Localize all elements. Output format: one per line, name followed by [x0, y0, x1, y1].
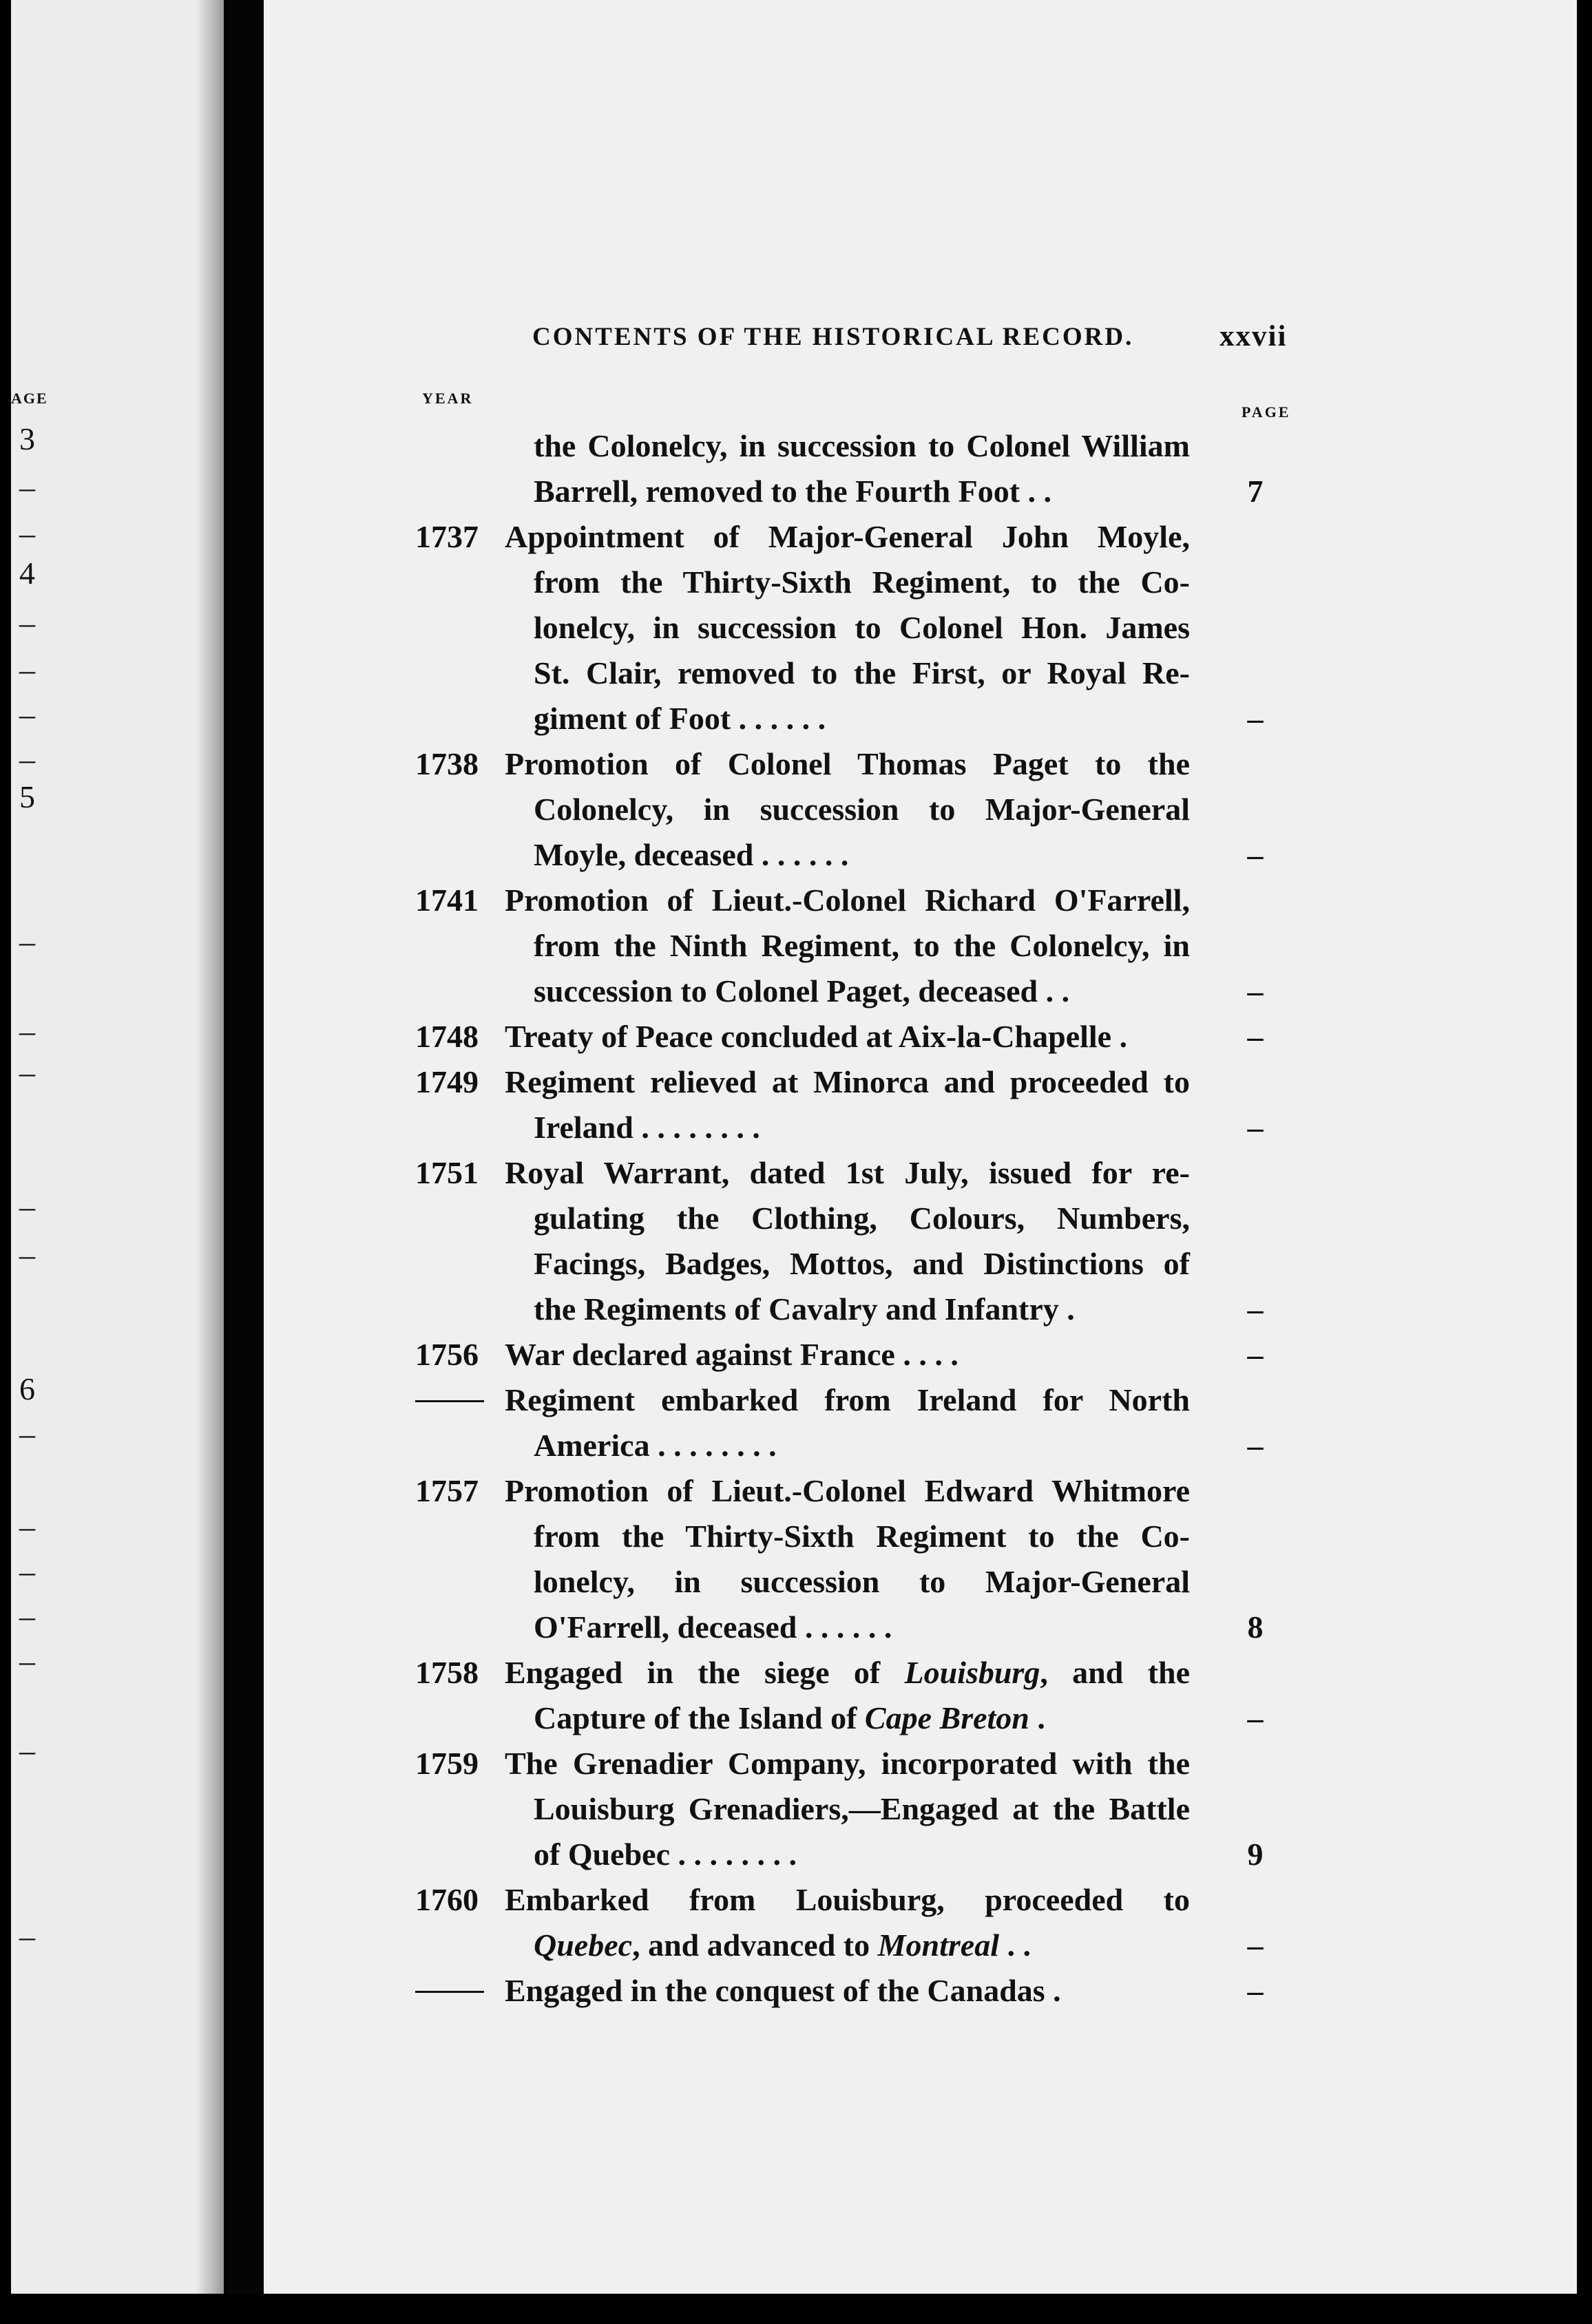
- entry-line: [264, 1696, 1577, 1741]
- left-page-column-header: AGE: [11, 390, 48, 407]
- entry-page-number: –: [1247, 1337, 1264, 1372]
- entry-text: Promotion of Lieut.-Colonel Edward Whitmore: [505, 1473, 1190, 1508]
- entry-text: O'Farrell, deceased . . . . . .: [534, 1609, 892, 1645]
- entry-text: Colonelcy, in succession to Major-General: [534, 792, 1190, 827]
- left-page-marker: –: [19, 1416, 35, 1451]
- entry-text: Capture of the Island of Cape Breton .: [534, 1700, 1045, 1735]
- entry-text: lonelcy, in succession to Colonel Hon. James: [534, 610, 1190, 645]
- entry-text: Louisburg Grenadiers,—Engaged at the Battle: [534, 1791, 1190, 1826]
- entry-year: 1737: [415, 519, 479, 554]
- left-page-marker: –: [19, 1237, 35, 1272]
- entry-text: from the Thirty-Sixth Regiment, to the Co-: [534, 564, 1190, 600]
- entry-line: [264, 1968, 1577, 2014]
- entry-line: [264, 1332, 1577, 1377]
- left-page-marker: –: [19, 697, 35, 732]
- entry-line: [264, 1423, 1577, 1468]
- entry-text: Promotion of Lieut.-Colonel Richard O'Farrell,: [505, 883, 1190, 918]
- entry-line: [264, 651, 1577, 696]
- entry-year: 1756: [415, 1337, 479, 1372]
- entry-text: The Grenadier Company, incorporated with the: [505, 1746, 1190, 1781]
- entry-text: lonelcy, in succession to Major-General: [534, 1564, 1190, 1599]
- entry-line: [264, 1196, 1577, 1241]
- entry-text: Engaged in the siege of Louisburg, and the: [505, 1655, 1191, 1690]
- left-page-marker: 4: [19, 556, 35, 591]
- entry-text: giment of Foot . . . . . .: [534, 701, 826, 736]
- entry-page-number: –: [1247, 701, 1264, 736]
- entry-line: [264, 1468, 1577, 1514]
- entry-year: 1738: [415, 746, 479, 781]
- entry-year: 1758: [415, 1655, 479, 1690]
- entry-line: [264, 1832, 1577, 1877]
- scan-border-bottom: [0, 2294, 1592, 2324]
- entry-text: Engaged in the conquest of the Canadas .: [505, 1973, 1061, 2008]
- entry-line: [264, 1514, 1577, 1559]
- entry-page-number: –: [1247, 1927, 1264, 1963]
- left-page-marker: –: [19, 1055, 35, 1090]
- entry-text: Barrell, removed to the Fourth Foot . .: [534, 474, 1052, 509]
- left-page-marker: 3: [19, 421, 35, 456]
- entry-line: [264, 1605, 1577, 1650]
- entry-line: [264, 741, 1577, 787]
- year-ditto-rule: [415, 1400, 484, 1402]
- entry-line: [264, 832, 1577, 878]
- left-page-marker: –: [19, 1554, 35, 1589]
- left-page-marker: –: [19, 1509, 35, 1544]
- entry-line: [264, 1650, 1577, 1696]
- entry-line: [264, 1287, 1577, 1332]
- entry-text: Promotion of Colonel Thomas Paget to the: [505, 746, 1190, 781]
- entry-text: gulating the Clothing, Colours, Numbers,: [534, 1201, 1190, 1236]
- entry-line: [264, 878, 1577, 923]
- entry-line: [264, 514, 1577, 560]
- entry-line: [264, 1059, 1577, 1105]
- scan-border-left: [0, 0, 11, 2324]
- entry-line: [264, 969, 1577, 1014]
- left-page-marker: –: [19, 469, 35, 505]
- entry-year: 1760: [415, 1882, 479, 1917]
- left-page-marker: –: [19, 1919, 35, 1954]
- entry-text: Royal Warrant, dated 1st July, issued for re-: [505, 1155, 1190, 1190]
- entry-text: Treaty of Peace concluded at Aix-la-Chapelle .: [505, 1019, 1128, 1054]
- left-page-marker: 5: [19, 779, 35, 814]
- left-page-marker: –: [19, 1189, 35, 1224]
- entry-page-number: –: [1247, 1291, 1264, 1327]
- entry-line: [264, 560, 1577, 605]
- entry-year: 1759: [415, 1746, 479, 1781]
- entry-text: Regiment relieved at Minorca and proceeded to: [505, 1064, 1190, 1099]
- entry-text: from the Ninth Regiment, to the Colonelcy, in: [534, 928, 1190, 963]
- entry-text: Regiment embarked from Ireland for North: [505, 1382, 1190, 1417]
- entry-line: [264, 1559, 1577, 1605]
- entry-text: Facings, Badges, Mottos, and Distinctions of: [534, 1246, 1190, 1281]
- entry-line: [264, 1877, 1577, 1923]
- entry-text: succession to Colonel Paget, deceased . .: [534, 973, 1070, 1008]
- entry-line: [264, 696, 1577, 741]
- entry-text: Embarked from Louisburg, proceeded to: [505, 1882, 1190, 1917]
- entry-line: [264, 1105, 1577, 1150]
- book-gutter: [224, 0, 264, 2324]
- entry-year: 1741: [415, 883, 479, 918]
- entry-line: [264, 787, 1577, 832]
- page-folio: xxvii: [1219, 320, 1288, 352]
- entry-line: [264, 1014, 1577, 1059]
- entry-line: [264, 469, 1577, 514]
- entry-text: the Colonelcy, in succession to Colonel William: [534, 428, 1190, 463]
- entry-text: America . . . . . . . .: [534, 1428, 777, 1463]
- entry-page-number: 8: [1247, 1609, 1264, 1645]
- running-head: CONTENTS OF THE HISTORICAL RECORD.: [532, 323, 1134, 351]
- entry-page-number: –: [1247, 1973, 1264, 2008]
- left-page-marker: 6: [19, 1371, 35, 1406]
- entry-text: War declared against France . . . .: [505, 1337, 959, 1372]
- entry-line: [264, 1786, 1577, 1832]
- entry-page-number: 7: [1247, 474, 1264, 509]
- left-page-marker: –: [19, 1643, 35, 1678]
- entry-text: Appointment of Major-General John Moyle,: [505, 519, 1190, 554]
- entry-page-number: –: [1247, 973, 1264, 1008]
- entry-line: [264, 1150, 1577, 1196]
- scan-border-right: [1577, 0, 1592, 2324]
- right-page: [264, 0, 1577, 2294]
- entry-line: [264, 423, 1577, 469]
- entry-page-number: –: [1247, 1428, 1264, 1463]
- entry-line: [264, 1923, 1577, 1968]
- entry-year: 1757: [415, 1473, 479, 1508]
- left-page-marker: –: [19, 1598, 35, 1634]
- left-page-marker: –: [19, 1013, 35, 1048]
- entry-year: 1748: [415, 1019, 479, 1054]
- entry-year: 1749: [415, 1064, 479, 1099]
- entry-text: St. Clair, removed to the First, or Royal Re-: [534, 655, 1190, 690]
- entry-text: of Quebec . . . . . . . .: [534, 1837, 797, 1872]
- entry-text: the Regiments of Cavalry and Infantry .: [534, 1291, 1075, 1327]
- year-ditto-rule: [415, 1991, 484, 1993]
- entry-page-number: 9: [1247, 1837, 1264, 1872]
- entry-line: [264, 605, 1577, 651]
- left-page-marker: –: [19, 741, 35, 777]
- entry-line: [264, 923, 1577, 969]
- left-page-marker: –: [19, 516, 35, 551]
- entry-page-number: –: [1247, 1019, 1264, 1054]
- entry-text: Moyle, deceased . . . . . .: [534, 837, 849, 872]
- entry-year: 1751: [415, 1155, 479, 1190]
- entry-text: Ireland . . . . . . . .: [534, 1110, 760, 1145]
- entry-line: [264, 1241, 1577, 1287]
- page-column-header: PAGE: [1242, 403, 1291, 421]
- left-page-marker: –: [19, 652, 35, 687]
- entry-text: Quebec, and advanced to Montreal . .: [534, 1927, 1031, 1963]
- left-page-marker: –: [19, 924, 35, 959]
- entry-page-number: –: [1247, 837, 1264, 872]
- entry-text: from the Thirty-Sixth Regiment to the Co-: [534, 1519, 1190, 1554]
- page-edge-shadow: [196, 0, 224, 2294]
- entry-line: [264, 1741, 1577, 1786]
- entry-line: [264, 1377, 1577, 1423]
- left-page: [11, 0, 224, 2294]
- year-column-header: YEAR: [422, 390, 474, 407]
- left-page-marker: –: [19, 1733, 35, 1768]
- entry-page-number: –: [1247, 1110, 1264, 1145]
- left-page-marker: –: [19, 605, 35, 640]
- entry-page-number: –: [1247, 1700, 1264, 1735]
